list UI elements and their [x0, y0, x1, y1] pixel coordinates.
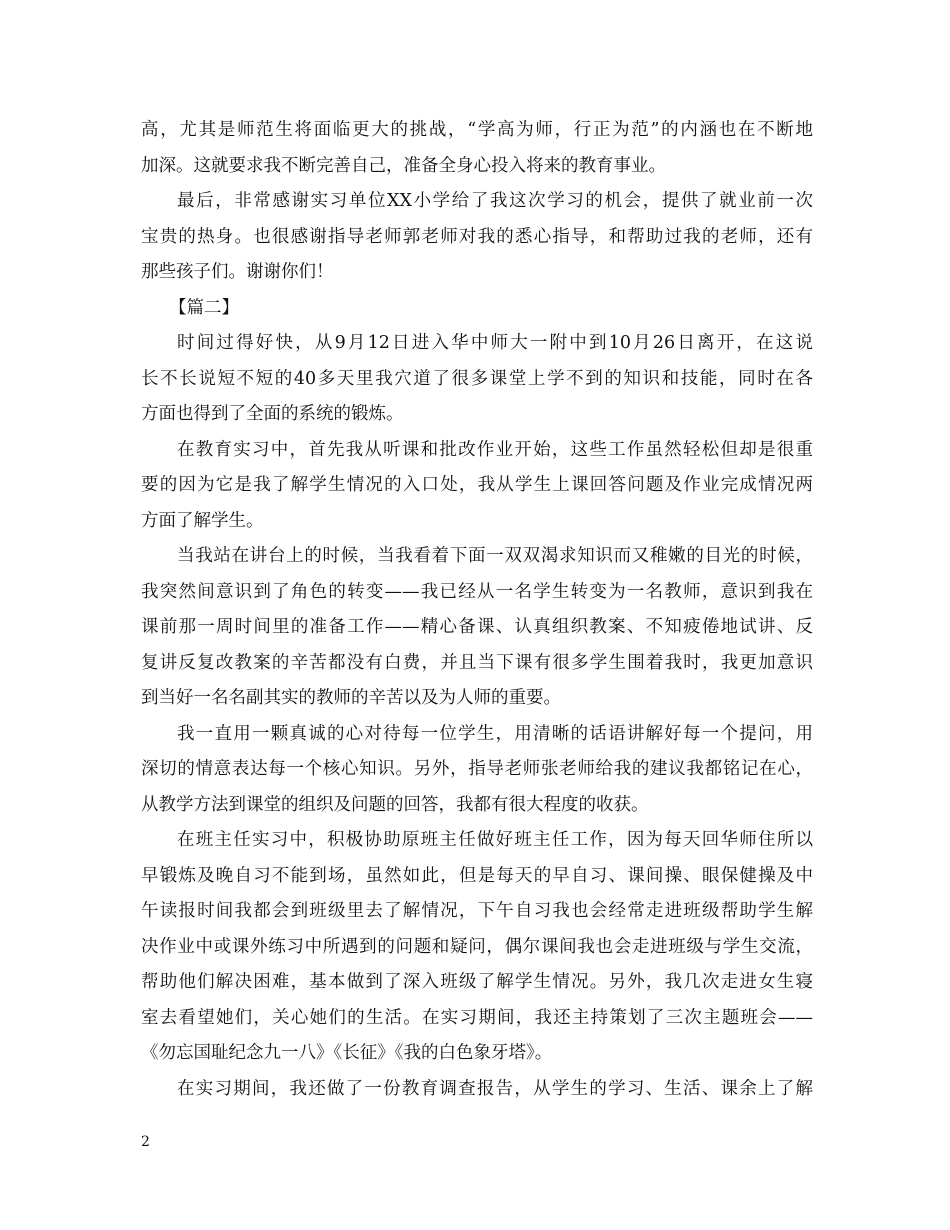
text-line: 方面也得到了全面的系统的锻炼。	[141, 404, 404, 424]
paragraph-first-line: 当我站在讲台上的时候，当我看着下面一双双渴求知识而又稚嫩的目光的时候，	[177, 546, 813, 566]
text-line: 宝贵的热身。也很感谢指导老师郭老师对我的悉心指导，和帮助过我的老师，还有	[141, 226, 813, 247]
text-line: 加深。这就要求我不断完善自己，准备全身心投入将来的教育事业。	[141, 155, 666, 176]
text-line: 早锻炼及晚自习不能到场，虽然如此，但是每天的早自习、课间操、眼保健操及中	[141, 865, 813, 886]
paragraph-first-line: 我一直用一颗真诚的心对待每一位学生，用清晰的话语讲解好每一个提问，用	[177, 723, 813, 744]
text-line: 深切的情意表达每一个核心知识。另外，指导老师张老师给我的建议我都铭记在心，	[141, 759, 813, 779]
text-line: 高，尤其是师范生将面临更大的挑战，“学高为师，行正为范”的内涵也在不断地	[141, 120, 813, 140]
text-line: 我突然间意识到了角色的转变——我已经从一名学生转变为一名教师，意识到我在	[141, 581, 813, 602]
paragraph-first-line: 时间过得好快，从9月12日进入华中师大一附中到10月26日离开，在这说	[177, 333, 813, 353]
text-line: 帮助他们解决困难，基本做到了深入班级了解学生情况。另外，我几次走进女生寝	[141, 972, 813, 992]
text-line: 室去看望她们，关心她们的生活。在实习期间，我还主持策划了三次主题班会——	[141, 1007, 813, 1028]
text-line: 决作业中或课外练习中所遇到的问题和疑问，偶尔课间我也会走进班级与学生交流，	[141, 936, 813, 957]
text-line: 从教学方法到课堂的组织及问题的回答，我都有很大程度的收获。	[141, 794, 649, 815]
body-text	[141, 113, 813, 1107]
paragraph-first-line: 在教育实习中，首先我从听课和批改作业开始，这些工作虽然轻松但却是很重	[177, 439, 813, 460]
text-line: 午读报时间我都会到班级里去了解情况，下午自习我也会经常走进班级帮助学生解	[141, 901, 813, 921]
page-number: 2	[141, 1134, 150, 1150]
text-line: 课前那一周时间里的准备工作——精心备课、认真组织教案、不知疲倦地试讲、反	[141, 617, 813, 637]
text-line: 要的因为它是我了解学生情况的入口处，我从学生上课回答问题及作业完成情况两	[141, 475, 813, 495]
text-line: 长不长说短不短的40多天里我穴道了很多课堂上学不到的知识和技能，同时在各	[141, 368, 813, 389]
paragraph-first-line: 最后，非常感谢实习单位XX小学给了我这次学习的机会，提供了就业前一次	[177, 191, 813, 211]
text-line: 《勿忘国耻纪念九一八》《长征》《我的白色象牙塔》。	[141, 1043, 553, 1063]
paragraph-first-line: 在班主任实习中，积极协助原班主任做好班主任工作，因为每天回华师住所以	[177, 830, 813, 850]
text-line: 方面了解学生。	[141, 510, 264, 531]
text-line: 复讲反复改教案的辛苦都没有白费，并且当下课有很多学生围着我时，我更加意识	[141, 652, 813, 673]
section-heading: 【篇二】	[169, 297, 239, 318]
text-line: 到当好一名名副其实的教师的辛苦以及为人师的重要。	[141, 688, 561, 708]
text-line: 那些孩子们。谢谢你们！	[141, 262, 334, 282]
paragraph-first-line: 在实习期间，我还做了一份教育调查报告，从学生的学习、生活、课余上了解	[177, 1078, 813, 1099]
